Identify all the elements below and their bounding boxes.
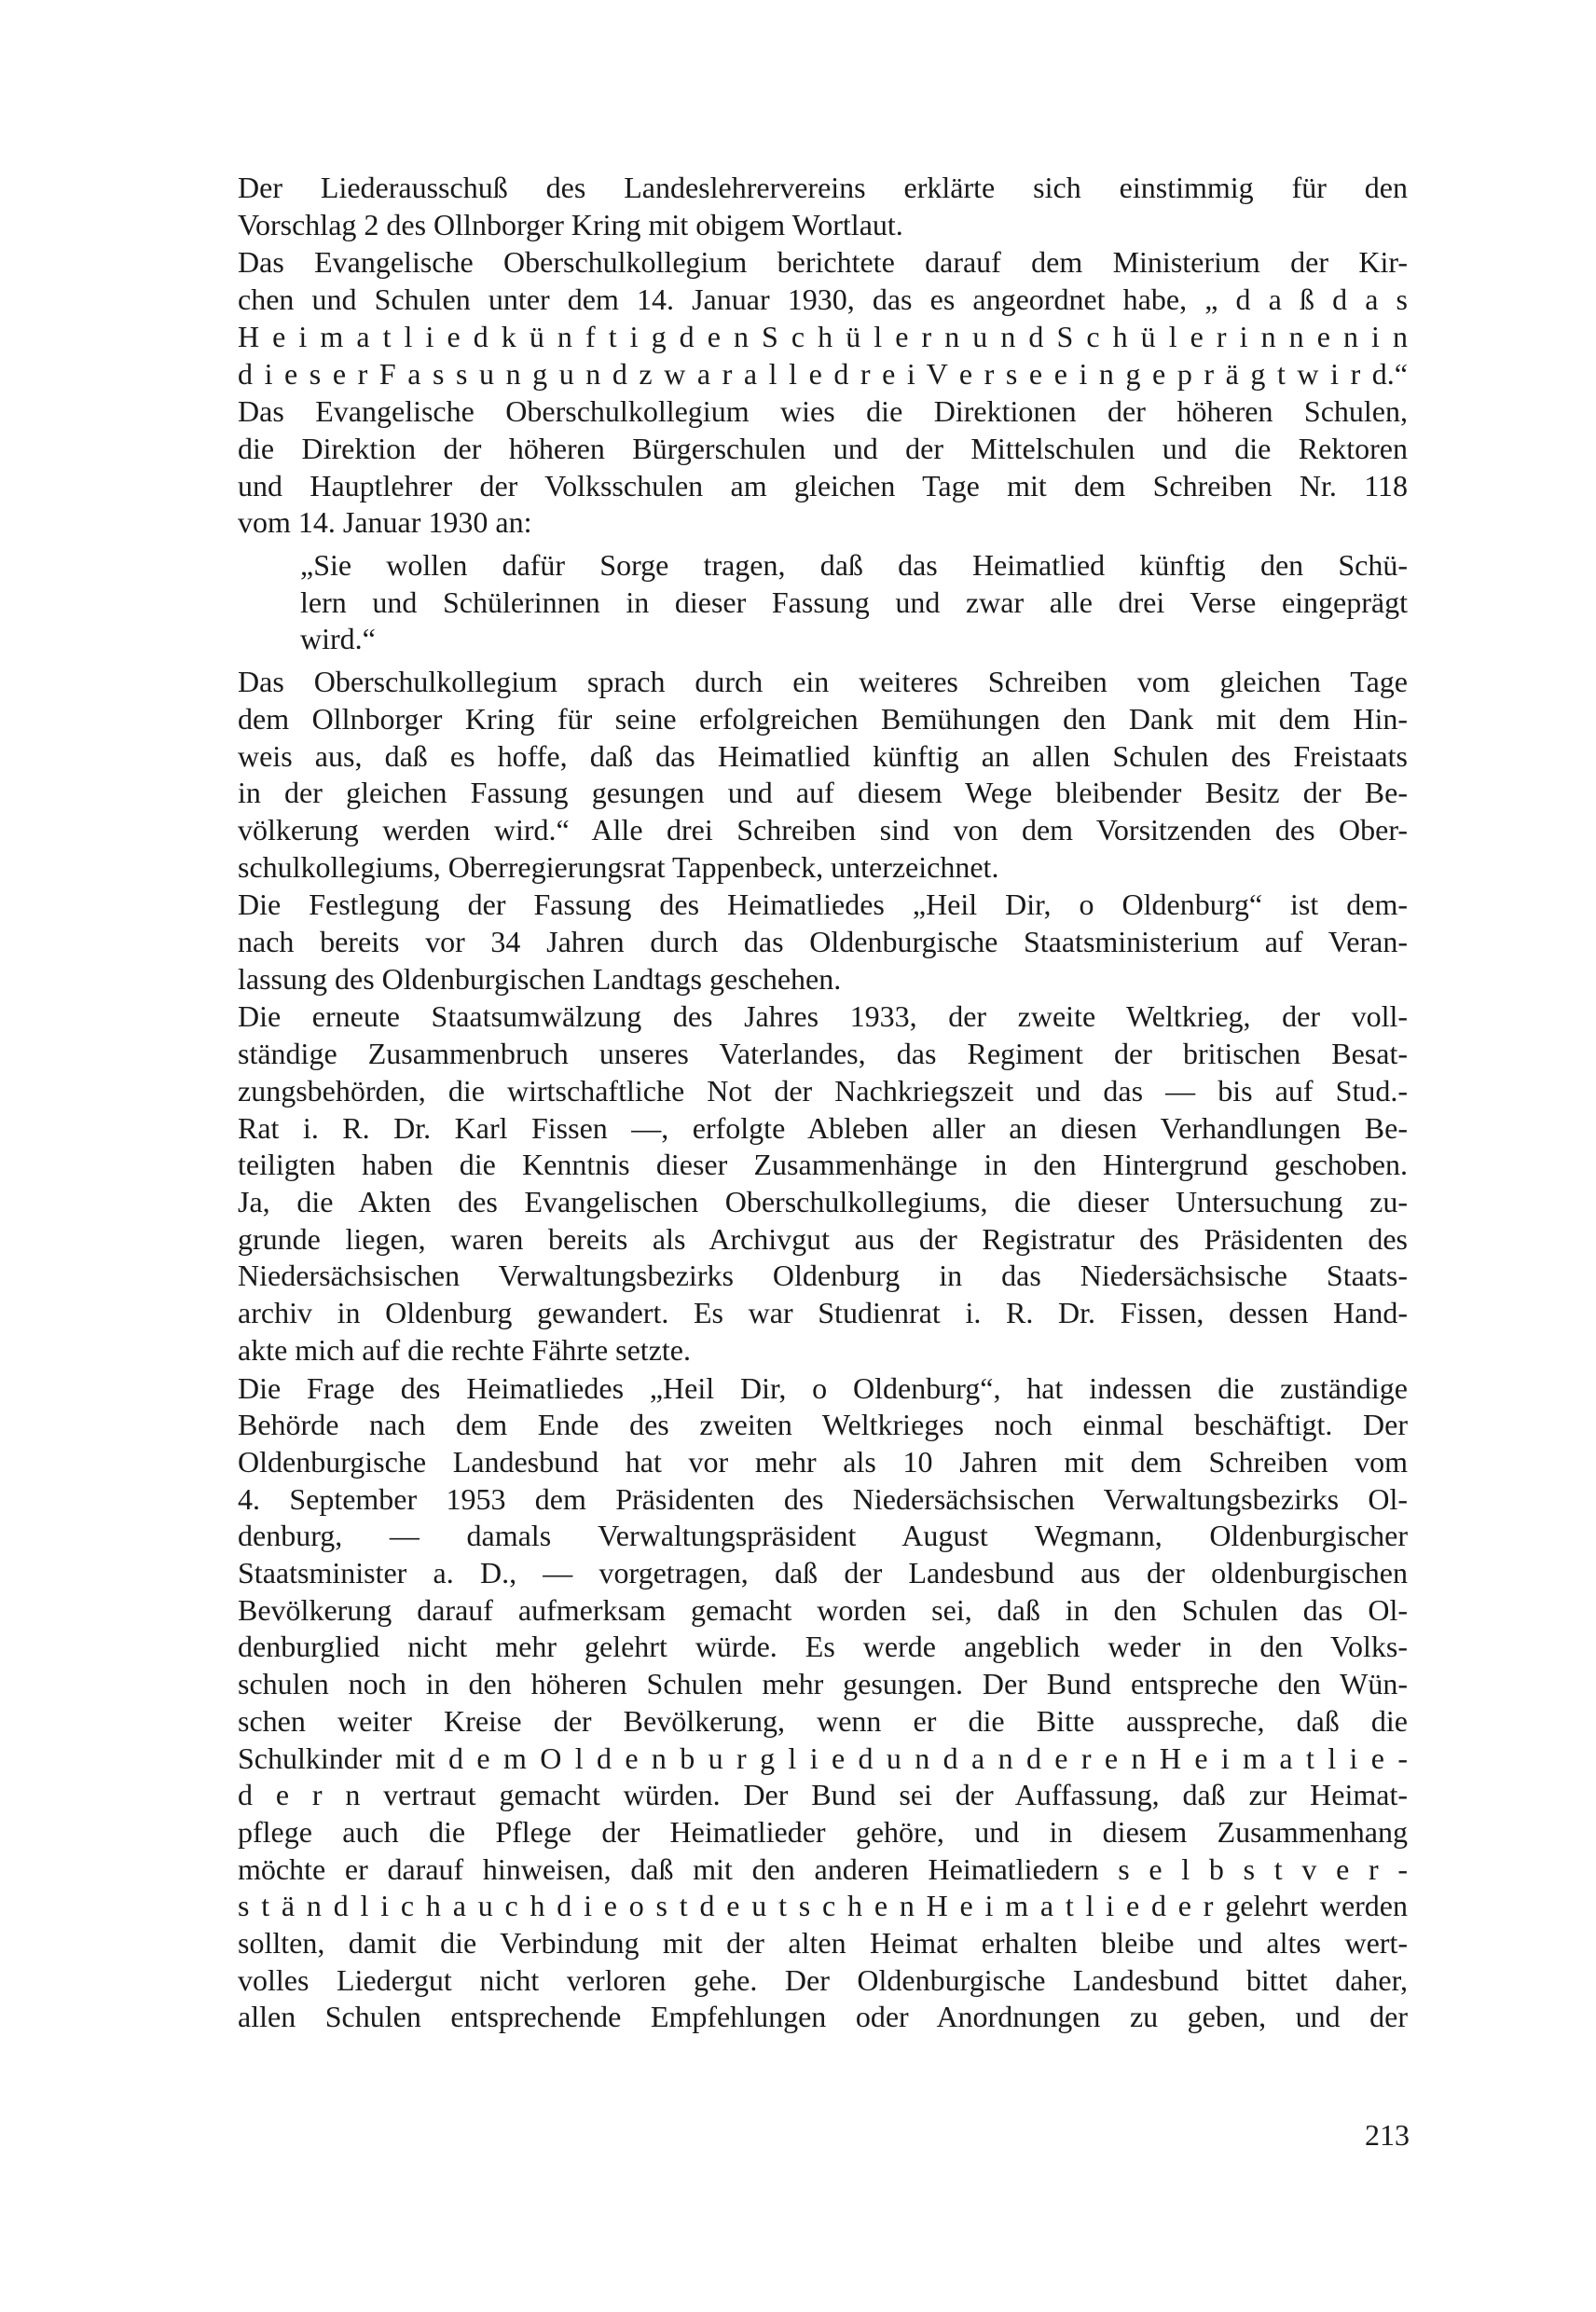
text-line: schulen noch in den höheren Schulen mehr gesungen. Der Bund entspreche den Wün- <box>238 1667 1408 1701</box>
text-line: Schulkinder mit d e m O l d e n b u r g l i e d u n d a n d e r e n H e i m a t l i e - <box>238 1741 1408 1775</box>
text-line: schulkollegiums, Oberregierungsrat Tappenbeck, unterzeichnet. <box>238 849 999 884</box>
text-line: die Direktion der höheren Bürgerschulen und der Mittelschulen und die Rektoren <box>238 431 1408 465</box>
text-line: Niedersächsischen Verwaltungsbezirks Oldenburg in das Niedersächsische Staats- <box>238 1259 1408 1293</box>
text-line: Der Liederausschuß des Landeslehrervereins erklärte sich einstimmig für den <box>238 171 1408 204</box>
text-line: lern und Schülerinnen in dieser Fassung und zwar alle drei Verse eingeprägt <box>300 585 1408 619</box>
page-body <box>238 170 1408 2037</box>
text-line: 4. September 1953 dem Präsidenten des Niedersächsischen Verwaltungsbezirks Ol- <box>238 1481 1408 1516</box>
text-line: Das Oberschulkollegium sprach durch ein weiteres Schreiben vom gleichen Tage <box>238 665 1408 699</box>
text-line: sollten, damit die Verbindung mit der alten Heimat erhalten bleibe und altes wert- <box>238 1926 1408 1961</box>
paragraph-1 <box>238 170 1408 243</box>
text-line: Die Festlegung der Fassung des Heimatliedes „Heil Dir, o Oldenburg“ ist dem- <box>238 888 1408 922</box>
text-line: Ja, die Akten des Evangelischen Oberschulkollegiums, die dieser Untersuchung zu- <box>238 1184 1408 1218</box>
text-line: grunde liegen, waren bereits als Archivgut aus der Registratur des Präsidenten des <box>238 1221 1408 1256</box>
text-line: weis aus, daß es hoffe, daß das Heimatlied künftig an allen Schulen des Freistaats <box>238 738 1408 773</box>
text-line: d i e s e r F a s s u n g u n d z w a r a l l e d r e i V e r s e e i n g e p r ä g t w i r d.“ <box>238 356 1408 391</box>
text-line: völkerung werden wird.“ Alle drei Schreiben sind von dem Vorsitzenden des Ober- <box>238 812 1408 846</box>
paragraph-5 <box>238 887 1408 998</box>
text-line: schen weiter Kreise der Bevölkerung, wenn er die Bitte ausspreche, daß die <box>238 1703 1408 1738</box>
paragraph-6 <box>238 998 1408 1369</box>
block-quote <box>300 547 1408 658</box>
text-line: Das Evangelische Oberschulkollegium wies die Direktionen der höheren Schulen, <box>238 394 1408 429</box>
page-number: 213 <box>1365 2118 1410 2152</box>
text-line: zungsbehörden, die wirtschaftliche Not der Nachkriegszeit und das — bis auf Stud.- <box>238 1073 1408 1108</box>
text-line: Die erneute Staatsumwälzung des Jahres 1933, der zweite Weltkrieg, der voll- <box>238 999 1408 1034</box>
text-line: chen und Schulen unter dem 14. Januar 1930, das es angeordnet habe, „ d a ß d a s <box>238 282 1408 317</box>
text-line: möchte er darauf hinweisen, daß mit den anderen Heimatliedern s e l b s t v e r - <box>238 1851 1408 1886</box>
text-line: Vorschlag 2 des Ollnborger Kring mit obigem Wortlaut. <box>238 207 903 241</box>
text-line: Die Frage des Heimatliedes „Heil Dir, o Oldenburg“, hat indessen die zuständige <box>238 1370 1408 1405</box>
text-line: Das Evangelische Oberschulkollegium berichtete darauf dem Ministerium der Kir- <box>238 245 1408 280</box>
text-line: archiv in Oldenburg gewandert. Es war Studienrat i. R. Dr. Fissen, dessen Hand- <box>238 1296 1408 1330</box>
text-line: volles Liedergut nicht verloren gehe. Der Oldenburgische Landesbund bittet daher, <box>238 1962 1408 1997</box>
text-line: Oldenburgische Landesbund hat vor mehr als 10 Jahren mit dem Schreiben vom <box>238 1444 1408 1479</box>
text-line: allen Schulen entsprechende Empfehlungen oder Anordnungen zu geben, und der <box>238 2000 1408 2034</box>
text-line: teiligten haben die Kenntnis dieser Zusammenhänge in den Hintergrund geschoben. <box>238 1148 1408 1182</box>
text-line: pflege auch die Pflege der Heimatlieder gehöre, und in diesem Zusammenhang <box>238 1814 1408 1849</box>
text-line: „Sie wollen dafür Sorge tragen, daß das Heimatlied künftig den Schü- <box>300 548 1408 583</box>
paragraph-3 <box>238 393 1408 542</box>
text-line: akte mich auf die rechte Fährte setzte. <box>238 1332 691 1367</box>
text-line: dem Ollnborger Kring für seine erfolgreichen Bemühungen den Dank mit dem Hin- <box>238 701 1408 736</box>
text-line: Rat i. R. Dr. Karl Fissen —, erfolgte Ableben aller an diesen Verhandlungen Be- <box>238 1110 1408 1145</box>
text-line: d e r n vertraut gemacht würden. Der Bund sei der Auffassung, daß zur Heimat- <box>238 1778 1408 1812</box>
paragraph-4 <box>238 664 1408 886</box>
text-line: ständige Zusammenbruch unseres Vaterlandes, das Regiment der britischen Besat- <box>238 1037 1408 1071</box>
text-line: H e i m a t l i e d k ü n f t i g d e n S c h ü l e r n u n d S c h ü l e r i n n e n i n <box>238 319 1408 353</box>
text-line: lassung des Oldenburgischen Landtags geschehen. <box>238 961 842 996</box>
text-line: denburglied nicht mehr gelehrt würde. Es werde angeblich weder in den Volks- <box>238 1630 1408 1664</box>
text-line: denburg, — damals Verwaltungspräsident August Wegmann, Oldenburgischer <box>238 1519 1408 1553</box>
text-line: in der gleichen Fassung gesungen und auf diesem Wege bleibender Besitz der Be- <box>238 776 1408 810</box>
text-line: nach bereits vor 34 Jahren durch das Oldenburgische Staatsministerium auf Veran- <box>238 925 1408 959</box>
text-line: vom 14. Januar 1930 an: <box>238 505 532 540</box>
paragraph-2 <box>238 244 1408 392</box>
paragraph-7 <box>238 1370 1408 2037</box>
text-line: wird.“ <box>300 622 376 656</box>
text-line: und Hauptlehrer der Volksschulen am gleichen Tage mit dem Schreiben Nr. 118 <box>238 468 1408 502</box>
text-line: Behörde nach dem Ende des zweiten Weltkrieges noch einmal beschäftigt. Der <box>238 1408 1408 1442</box>
text-line: s t ä n d l i c h a u c h d i e o s t d e u t s c h e n H e i m a t l i e d e r gelehrt werden <box>238 1889 1408 1923</box>
text-line: Bevölkerung darauf aufmerksam gemacht worden sei, daß in den Schulen das Ol- <box>238 1592 1408 1627</box>
text-line: Staatsminister a. D., — vorgetragen, daß der Landesbund aus der oldenburgischen <box>238 1556 1408 1590</box>
